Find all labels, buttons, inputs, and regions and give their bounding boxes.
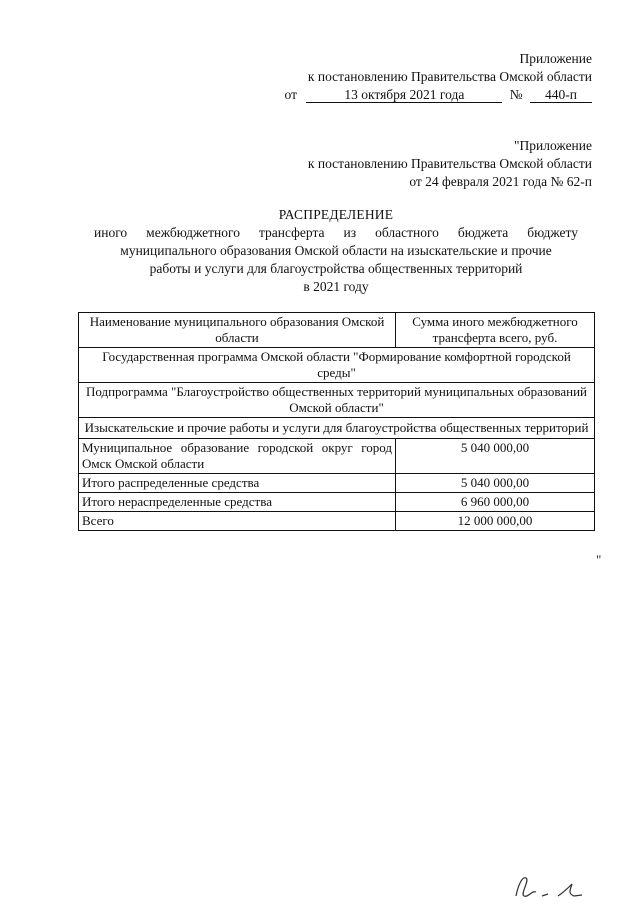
section-cell: Изыскательские и прочие работы и услуги для благоустройства общественных территорий xyxy=(79,418,595,439)
attachment-current xyxy=(285,50,593,104)
row-amount: 5 040 000,00 xyxy=(396,439,595,474)
table-row xyxy=(79,474,595,493)
program-cell: Государственная программа Омской области "Формирование комфортной городской среды" xyxy=(79,348,595,383)
row-name: Муниципальное образование городской округ город Омск Омской области xyxy=(79,439,396,474)
attachment-original xyxy=(308,137,592,191)
heading-line-4: в 2021 году xyxy=(303,279,369,294)
number-label: № xyxy=(509,87,523,102)
closing-quote: " xyxy=(596,552,602,567)
row-amount: 5 040 000,00 xyxy=(396,474,595,493)
attachment-label: Приложение xyxy=(519,51,592,66)
subprogram-row xyxy=(79,383,595,418)
table-header-row xyxy=(79,313,595,348)
original-attachment-label: "Приложение xyxy=(514,138,592,153)
original-date-line: от 24 февраля 2021 года № 62-п xyxy=(409,174,592,189)
table-row xyxy=(79,512,595,531)
row-name: Итого нераспределенные средства xyxy=(79,493,396,512)
heading-line-2: муниципального образования Омской области на изыскательские и прочие xyxy=(120,243,552,258)
row-amount: 6 960 000,00 xyxy=(396,493,595,512)
subprogram-cell: Подпрограмма "Благоустройство общественных территорий муниципальных образований Омской области" xyxy=(79,383,595,418)
table-row xyxy=(79,493,595,512)
header-municipality: Наименование муниципального образования Омской области xyxy=(79,313,396,348)
from-label: от xyxy=(284,87,297,102)
decree-date: 13 октября 2021 года xyxy=(306,87,502,103)
document-heading xyxy=(76,206,596,296)
attachment-date-line xyxy=(285,86,593,104)
row-name: Всего xyxy=(79,512,396,531)
distribution-table xyxy=(78,312,595,531)
signature-icon xyxy=(508,866,588,906)
program-row xyxy=(79,348,595,383)
decree-number: 440-п xyxy=(530,87,592,103)
original-decree-line: к постановлению Правительства Омской области xyxy=(307,156,592,171)
heading-line-1: иного межбюджетного трансферта из областного бюджета бюджету xyxy=(94,225,578,240)
heading-line-3: работы и услуги для благоустройства общественных территорий xyxy=(149,261,523,276)
row-name: Итого распределенные средства xyxy=(79,474,396,493)
section-row xyxy=(79,418,595,439)
table-row xyxy=(79,439,595,474)
document-title: РАСПРЕДЕЛЕНИЕ xyxy=(278,207,394,222)
row-amount: 12 000 000,00 xyxy=(396,512,595,531)
attachment-decree-line: к постановлению Правительства Омской области xyxy=(307,69,592,84)
header-amount: Сумма иного межбюджетного трансферта всего, руб. xyxy=(396,313,595,348)
